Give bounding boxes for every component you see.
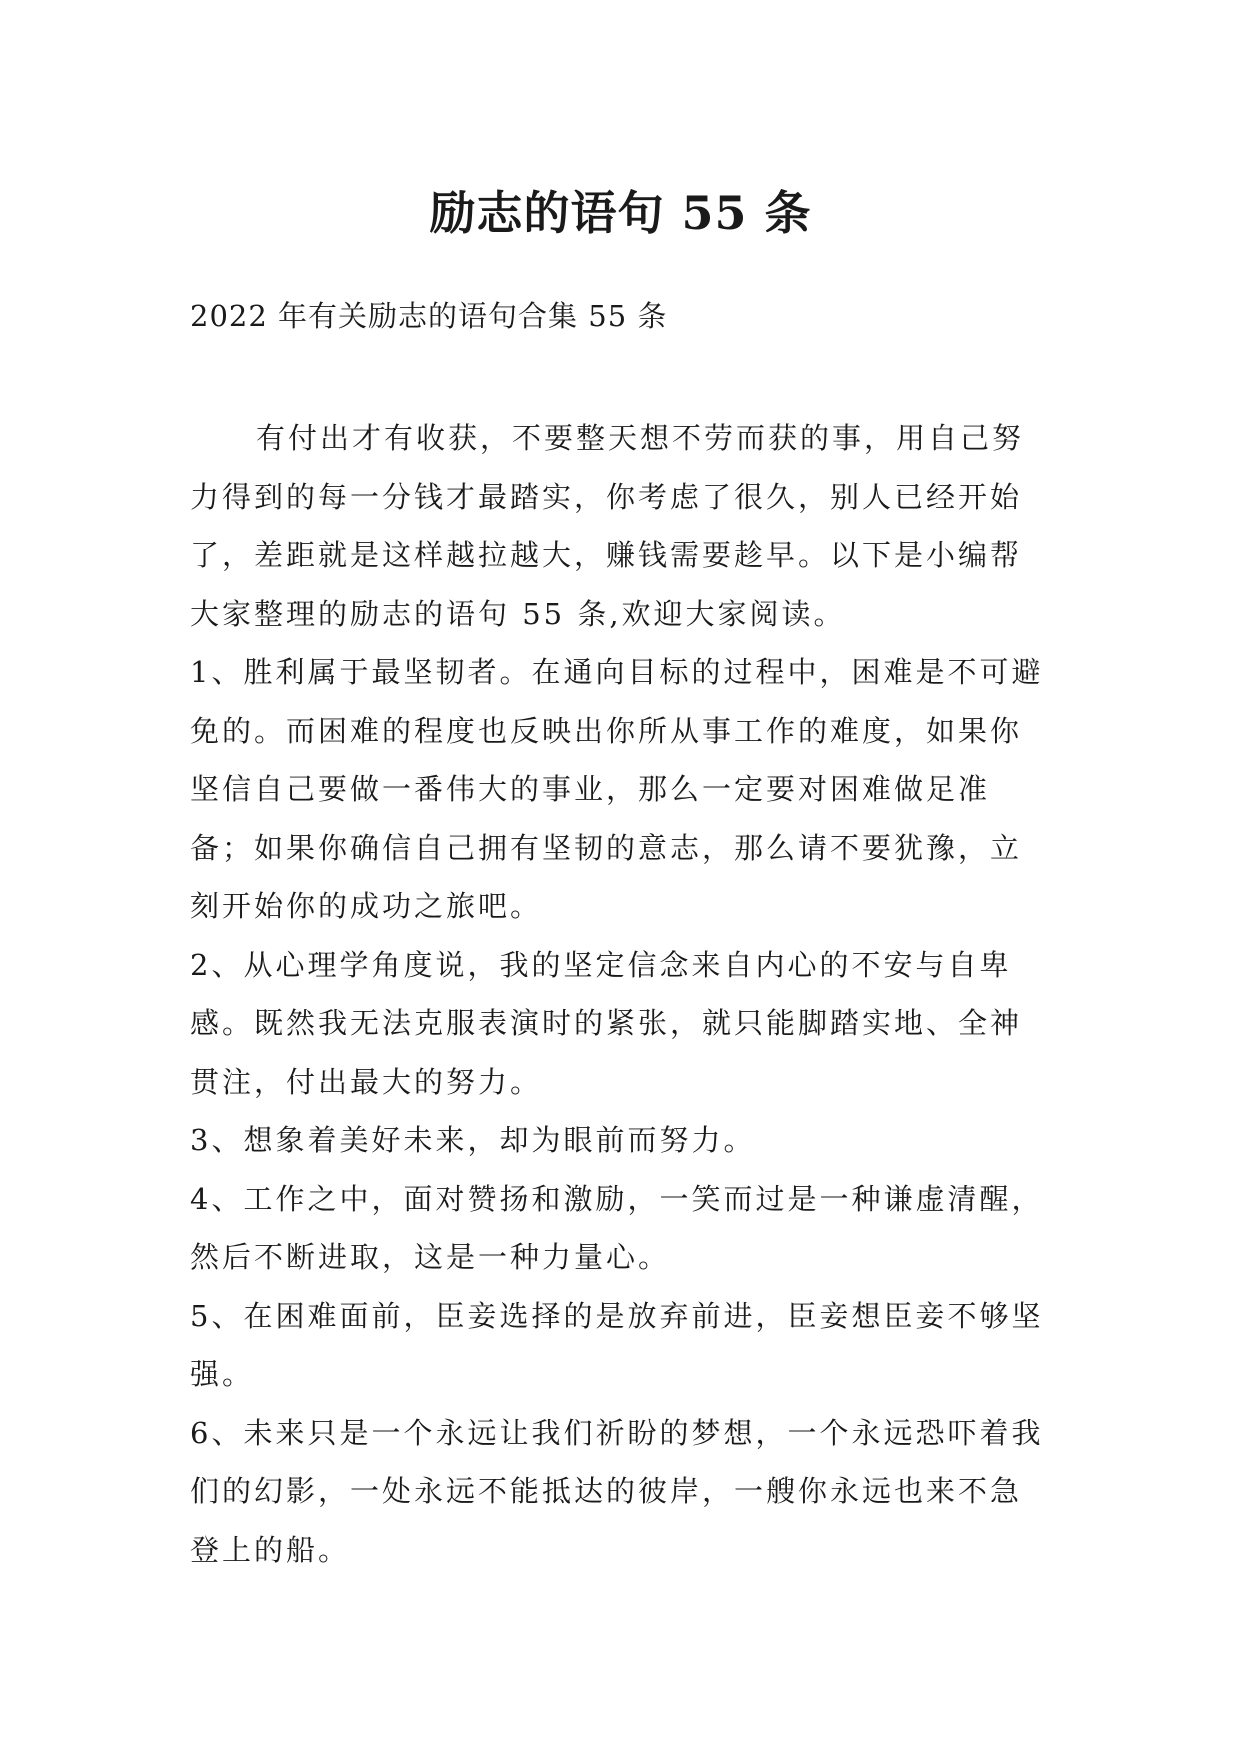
document-title: 励志的语句 55 条	[429, 185, 812, 240]
list-item-4: 4、工作之中，面对赞扬和激励，一笑而过是一种谦虚清醒，然后不断进取，这是一种力量心。	[190, 1181, 1044, 1274]
document-body	[190, 409, 1050, 1579]
list-item-5: 5、在困难面前，臣妾选择的是放弃前进，臣妾想臣妾不够坚强。	[190, 1298, 1044, 1391]
list-item-1: 1、胜利属于最坚韧者。在通向目标的过程中，困难是不可避免的。而困难的程度也反映出你所从事工作的难度，如果你坚信自己要做一番伟大的事业，那么一定要对困难做足准备；如果你确信自己拥有坚韧的意志，那么请不要犹豫，立刻开始你的成功之旅吧。	[190, 655, 1044, 923]
list-item-6: 6、未来只是一个永远让我们祈盼的梦想，一个永远恐吓着我们的幻影，一处永远不能抵达的彼岸，一艘你永远也来不急登上的船。	[190, 1415, 1044, 1567]
intro-paragraph: 有付出才有收获，不要整天想不劳而获的事，用自己努力得到的每一分钱才最踏实，你考虑了很久，别人已经开始了，差距就是这样越拉越大，赚钱需要趁早。以下是小编帮大家整理的励志的语句 55 条,欢迎大家阅读。	[190, 421, 1025, 631]
document-subtitle: 2022 年有关励志的语句合集 55 条	[190, 299, 668, 333]
list-item-3: 3、想象着美好未来，却为眼前而努力。	[190, 1123, 756, 1157]
list-item-2: 2、从心理学角度说，我的坚定信念来自内心的不安与自卑感。既然我无法克服表演时的紧张，就只能脚踏实地、全神贯注，付出最大的努力。	[190, 947, 1023, 1099]
